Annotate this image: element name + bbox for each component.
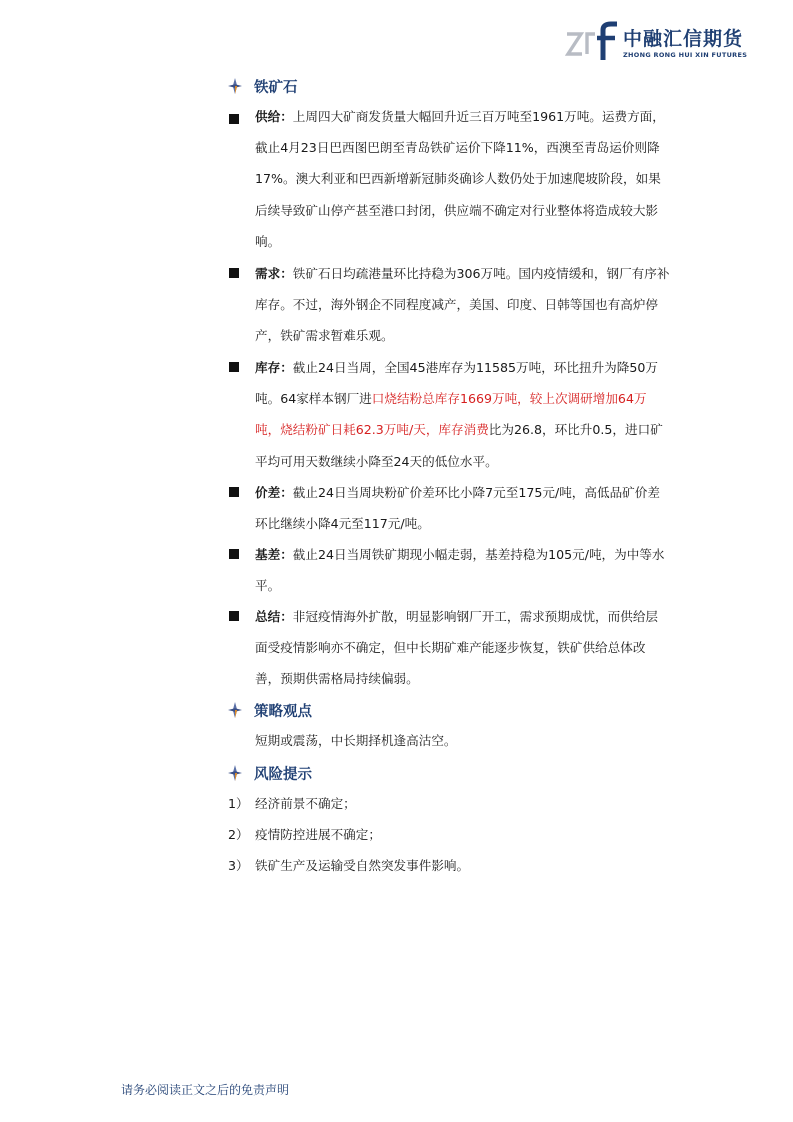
disclaimer-footer: 请务必阅读正文之后的免责声明	[121, 1083, 290, 1097]
lead-label: 基差：	[255, 547, 293, 562]
lead-label: 价差：	[255, 485, 293, 500]
section-title: 铁矿石	[254, 79, 298, 96]
diamond-bullet-icon	[228, 702, 242, 718]
paragraph-supply	[255, 101, 670, 257]
section-header-strategy	[228, 700, 312, 720]
paragraph-text: 非冠疫情海外扩散，明显影响钢厂开工，需求预期成忧，而供给层面受疫情影响亦不确定，但中长期矿难产能逐步恢复，铁矿供给总体改善，预期供需格局持续偏弱。	[255, 609, 658, 687]
logo-english-name: ZHONG RONG HUI XIN FUTURES	[623, 51, 748, 59]
paragraph-inventory	[255, 352, 670, 477]
strategy-text: 短期或震荡，中长期择机逢高沽空。	[255, 733, 457, 748]
paragraph-text: 铁矿石日均疏港量环比持稳为306万吨。国内疫情缓和，钢厂有序补库存。不过，海外钢企不同程度减产，美国、印度、日韩等国也有高炉停产，铁矿需求暂难乐观。	[255, 266, 670, 344]
paragraph-basis	[255, 539, 670, 601]
paragraph-spread	[255, 477, 670, 539]
paragraph-demand	[255, 258, 670, 352]
paragraph-summary	[255, 601, 670, 695]
paragraph-text: 上周四大矿商发货量大幅回升近三百万吨至1961万吨。运费方面，截止4月23日巴西图巴朗至青岛铁矿运价下降11%，西澳至青岛运价则降 17%。澳大利亚和巴西新增新冠肺炎确诊人数仍处于加速爬坡阶段，如果后续导致矿山停产甚至港口封闭，供应端不确定对行业整体将造成较大影响。	[255, 109, 665, 249]
section-title: 策略观点	[254, 703, 312, 720]
lead-label: 总结：	[255, 609, 293, 624]
lead-label: 库存：	[255, 360, 293, 375]
section-header-risk	[228, 763, 312, 783]
diamond-bullet-icon	[228, 78, 242, 94]
risk-item: 经济前景不确定；	[255, 796, 356, 811]
lead-label: 需求：	[255, 266, 293, 281]
risk-number: 2）	[228, 827, 249, 842]
paragraph-text: 比为26.8，环比升0.5，进口矿平均可用天数继续小降至24天的低位水平。	[255, 422, 663, 469]
paragraph-text: 截止24日当周，全国45港库存为11585万吨，环比扭升为降50万吨。64家样本钢厂进	[255, 360, 658, 407]
paragraph-text: 截止24日当周铁矿期现小幅走弱，基差持稳为105元/吨，为中等水平。	[255, 547, 665, 594]
square-bullet-icon	[229, 114, 239, 124]
lead-label: 供给：	[255, 109, 293, 124]
risk-number: 1）	[228, 796, 249, 811]
risk-item: 疫情防控进展不确定；	[255, 827, 381, 842]
square-bullet-icon	[229, 487, 239, 497]
company-logo	[565, 20, 775, 66]
square-bullet-icon	[229, 268, 239, 278]
section-title: 风险提示	[254, 766, 312, 783]
paragraph-text: 截止24日当周块粉矿价差环比小降7元至175元/吨，高低品矿价差环比继续小降4元至117元/吨。	[255, 485, 660, 532]
risk-item: 铁矿生产及运输受自然突发事件影响。	[255, 858, 470, 873]
zrf-logo-mark-icon	[565, 20, 621, 64]
logo-chinese-name: 中融汇信期货	[623, 28, 744, 50]
risk-number: 3）	[228, 858, 249, 873]
section-header-iron-ore	[228, 76, 298, 96]
square-bullet-icon	[229, 362, 239, 372]
diamond-bullet-icon	[228, 765, 242, 781]
square-bullet-icon	[229, 611, 239, 621]
highlighted-text: 口烧结粉总库存1669万吨，较上次调研增加64万吨，烧结粉矿日耗62.3万吨/天，库存消费	[255, 391, 647, 438]
square-bullet-icon	[229, 549, 239, 559]
